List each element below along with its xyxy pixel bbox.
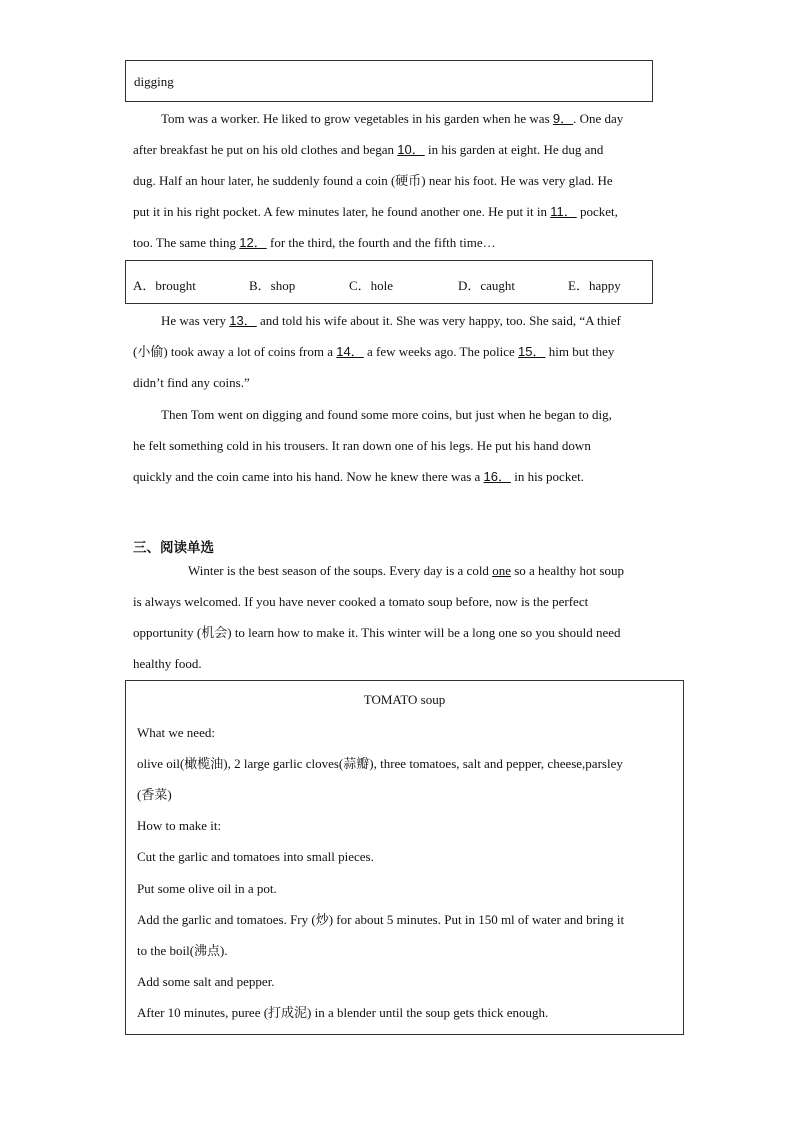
- intro-line: opportunity (机会) to learn how to make it. This winter will be a long one so you should need: [133, 625, 621, 640]
- recipe-step: After 10 minutes, puree (打成泥) in a blender until the soup gets thick enough.: [137, 1005, 549, 1020]
- option-b[interactable]: B．shop: [249, 278, 296, 293]
- recipe-title: TOMATO soup: [363, 692, 446, 707]
- passage-line: he felt something cold in his trousers. It ran down one of his legs. He put his hand down: [133, 438, 591, 453]
- underlined-word: one: [492, 563, 511, 578]
- intro-line: Winter is the best season of the soups. Every day is a cold one so a healthy hot soup: [188, 563, 624, 578]
- passage-line: (小偷) took away a lot of coins from a 14． a few weeks ago. The police 15． him but they: [133, 344, 615, 359]
- recipe-step: Put some olive oil in a pot.: [137, 881, 277, 896]
- blank-14[interactable]: 14．: [336, 344, 364, 359]
- blank-13[interactable]: 13．: [229, 313, 257, 328]
- blank-16[interactable]: 16．: [483, 469, 512, 484]
- recipe-step: Cut the garlic and tomatoes into small pieces.: [137, 849, 374, 864]
- recipe-ingredients: (香菜): [137, 787, 172, 802]
- blank-12[interactable]: 12．: [239, 235, 267, 250]
- option-d[interactable]: D．caught: [458, 278, 516, 293]
- option-e[interactable]: E．happy: [568, 278, 621, 293]
- recipe-step: to the boil(沸点).: [137, 943, 228, 958]
- recipe-need-label: What we need:: [137, 725, 215, 740]
- blank-10[interactable]: 10．: [397, 142, 425, 157]
- passage-line: quickly and the coin came into his hand. Now he knew there was a 16． in his pocket.: [133, 469, 584, 484]
- blank-15[interactable]: 15．: [518, 344, 546, 359]
- answer-box-digging: [125, 60, 653, 102]
- intro-line: healthy food.: [133, 656, 202, 671]
- option-c[interactable]: C．hole: [349, 278, 394, 293]
- blank-11[interactable]: 11．: [550, 204, 577, 219]
- passage-line: dug. Half an hour later, he suddenly found a coin (硬币) near his foot. He was very glad. He: [133, 173, 613, 188]
- passage-line: didn’t find any coins.”: [133, 375, 250, 390]
- section-heading: 三、阅读单选: [133, 540, 214, 556]
- blank-9[interactable]: 9．: [552, 111, 574, 126]
- passage-line: too. The same thing 12． for the third, the fourth and the fifth time…: [133, 235, 496, 250]
- recipe-step: Add some salt and pepper.: [137, 974, 275, 989]
- recipe-step: Add the garlic and tomatoes. Fry (炒) for about 5 minutes. Put in 150 ml of water and bring it: [137, 912, 625, 927]
- passage-line: put it in his right pocket. A few minutes later, he found another one. He put it in 11． pocket,: [133, 204, 618, 219]
- passage-line: Tom was a worker. He liked to grow vegetables in his garden when he was 9．. One day: [161, 111, 624, 126]
- intro-line: is always welcomed. If you have never cooked a tomato soup before, now is the perfect: [133, 594, 589, 609]
- passage-line: He was very 13． and told his wife about it. She was very happy, too. She said, “A thief: [161, 313, 621, 328]
- recipe-how-label: How to make it:: [137, 818, 222, 833]
- answer-text: digging: [134, 74, 174, 89]
- recipe-ingredients: olive oil(橄榄油), 2 large garlic cloves(蒜瓣), three tomatoes, salt and pepper, cheese,parsley: [137, 756, 623, 771]
- passage-line: after breakfast he put on his old clothes and began 10． in his garden at eight. He dug and: [133, 142, 604, 157]
- passage-line: Then Tom went on digging and found some more coins, but just when he began to dig,: [161, 407, 612, 422]
- option-a[interactable]: A．brought: [133, 278, 196, 293]
